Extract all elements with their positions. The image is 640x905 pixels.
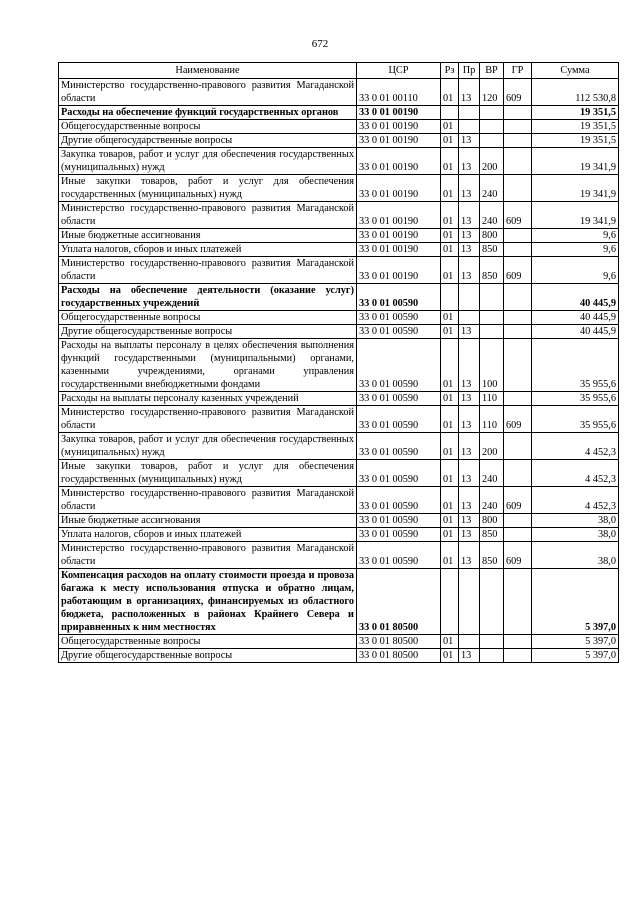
cell-gr bbox=[504, 528, 532, 542]
cell-name: Министерство государственно-правового развития Магаданской области bbox=[59, 257, 357, 284]
cell-gr bbox=[504, 460, 532, 487]
header-csr: ЦСР bbox=[357, 63, 441, 79]
cell-rz: 01 bbox=[441, 635, 459, 649]
table-row bbox=[59, 229, 619, 243]
cell-rz: 01 bbox=[441, 257, 459, 284]
cell-csr: 33 0 01 00190 bbox=[357, 257, 441, 284]
cell-pr: 13 bbox=[459, 79, 480, 106]
cell-pr: 13 bbox=[459, 460, 480, 487]
cell-csr: 33 0 01 00590 bbox=[357, 514, 441, 528]
cell-vr: 800 bbox=[480, 514, 504, 528]
cell-pr: 13 bbox=[459, 202, 480, 229]
cell-sum: 19 351,5 bbox=[532, 120, 619, 134]
cell-gr bbox=[504, 392, 532, 406]
cell-csr: 33 0 01 00590 bbox=[357, 392, 441, 406]
cell-name: Общегосударственные вопросы bbox=[59, 635, 357, 649]
cell-pr: 13 bbox=[459, 542, 480, 569]
cell-rz: 01 bbox=[441, 229, 459, 243]
cell-sum: 5 397,0 bbox=[532, 635, 619, 649]
cell-name: Уплата налогов, сборов и иных платежей bbox=[59, 528, 357, 542]
cell-csr: 33 0 01 00590 bbox=[357, 325, 441, 339]
cell-rz: 01 bbox=[441, 487, 459, 514]
cell-vr bbox=[480, 649, 504, 663]
table-row bbox=[59, 487, 619, 514]
cell-pr bbox=[459, 284, 480, 311]
page-number: 672 bbox=[311, 38, 329, 50]
cell-name: Другие общегосударственные вопросы bbox=[59, 649, 357, 663]
cell-vr bbox=[480, 134, 504, 148]
cell-sum: 9,6 bbox=[532, 243, 619, 257]
table-row bbox=[59, 120, 619, 134]
header-row bbox=[59, 63, 619, 79]
cell-gr bbox=[504, 106, 532, 120]
cell-csr: 33 0 01 00190 bbox=[357, 148, 441, 175]
cell-name: Закупка товаров, работ и услуг для обеспечения государственных (муниципальных) нужд bbox=[59, 433, 357, 460]
cell-vr: 120 bbox=[480, 79, 504, 106]
cell-gr bbox=[504, 120, 532, 134]
cell-gr bbox=[504, 569, 532, 635]
cell-pr: 13 bbox=[459, 243, 480, 257]
budget-table bbox=[58, 62, 619, 663]
cell-sum: 4 452,3 bbox=[532, 487, 619, 514]
cell-gr: 609 bbox=[504, 406, 532, 433]
cell-name: Компенсация расходов на оплату стоимости проезда и провоза багажа к месту использования отпуска и обратно лицам, работающим в организациях, финансируемых из областного бюджета, расположенных в районах Крайнего Севера и приравненных к ним местностях bbox=[59, 569, 357, 635]
cell-rz: 01 bbox=[441, 134, 459, 148]
cell-vr: 800 bbox=[480, 229, 504, 243]
cell-csr: 33 0 01 00190 bbox=[357, 134, 441, 148]
cell-vr: 110 bbox=[480, 392, 504, 406]
header-pr: Пр bbox=[459, 63, 480, 79]
cell-rz: 01 bbox=[441, 339, 459, 392]
cell-csr: 33 0 01 00590 bbox=[357, 542, 441, 569]
cell-name: Министерство государственно-правового развития Магаданской области bbox=[59, 542, 357, 569]
table-row bbox=[59, 284, 619, 311]
cell-gr bbox=[504, 649, 532, 663]
cell-csr: 33 0 01 00190 bbox=[357, 106, 441, 120]
cell-gr: 609 bbox=[504, 79, 532, 106]
cell-rz: 01 bbox=[441, 542, 459, 569]
cell-gr bbox=[504, 635, 532, 649]
cell-vr: 240 bbox=[480, 175, 504, 202]
cell-sum: 40 445,9 bbox=[532, 325, 619, 339]
cell-gr bbox=[504, 433, 532, 460]
header-name: Наименование bbox=[59, 63, 357, 79]
cell-csr: 33 0 01 00190 bbox=[357, 175, 441, 202]
cell-pr: 13 bbox=[459, 433, 480, 460]
cell-rz: 01 bbox=[441, 528, 459, 542]
table-row bbox=[59, 134, 619, 148]
cell-gr: 609 bbox=[504, 202, 532, 229]
cell-name: Расходы на выплаты персоналу казенных учреждений bbox=[59, 392, 357, 406]
cell-sum: 38,0 bbox=[532, 542, 619, 569]
cell-sum: 40 445,9 bbox=[532, 284, 619, 311]
header-rz: Рз bbox=[441, 63, 459, 79]
cell-name: Министерство государственно-правового развития Магаданской области bbox=[59, 406, 357, 433]
cell-pr: 13 bbox=[459, 257, 480, 284]
cell-pr: 13 bbox=[459, 392, 480, 406]
cell-gr bbox=[504, 243, 532, 257]
cell-vr bbox=[480, 284, 504, 311]
cell-sum: 4 452,3 bbox=[532, 433, 619, 460]
cell-pr bbox=[459, 106, 480, 120]
cell-vr: 850 bbox=[480, 257, 504, 284]
cell-name: Министерство государственно-правового развития Магаданской области bbox=[59, 79, 357, 106]
cell-sum: 19 341,9 bbox=[532, 202, 619, 229]
table-row bbox=[59, 528, 619, 542]
cell-pr: 13 bbox=[459, 406, 480, 433]
cell-rz: 01 bbox=[441, 175, 459, 202]
cell-name: Иные закупки товаров, работ и услуг для обеспечения государственных (муниципальных) нужд bbox=[59, 460, 357, 487]
cell-vr: 200 bbox=[480, 148, 504, 175]
header-vr: ВР bbox=[480, 63, 504, 79]
cell-csr: 33 0 01 00590 bbox=[357, 487, 441, 514]
cell-pr bbox=[459, 569, 480, 635]
cell-rz bbox=[441, 284, 459, 311]
cell-gr bbox=[504, 148, 532, 175]
cell-gr bbox=[504, 325, 532, 339]
cell-rz bbox=[441, 106, 459, 120]
cell-rz: 01 bbox=[441, 148, 459, 175]
table-row bbox=[59, 569, 619, 635]
cell-rz: 01 bbox=[441, 392, 459, 406]
cell-rz: 01 bbox=[441, 649, 459, 663]
cell-vr: 100 bbox=[480, 339, 504, 392]
cell-rz: 01 bbox=[441, 311, 459, 325]
cell-gr bbox=[504, 134, 532, 148]
cell-vr: 240 bbox=[480, 487, 504, 514]
cell-rz: 01 bbox=[441, 406, 459, 433]
cell-rz: 01 bbox=[441, 120, 459, 134]
cell-csr: 33 0 01 00590 bbox=[357, 406, 441, 433]
cell-pr: 13 bbox=[459, 528, 480, 542]
table-row bbox=[59, 392, 619, 406]
cell-vr bbox=[480, 325, 504, 339]
cell-name: Уплата налогов, сборов и иных платежей bbox=[59, 243, 357, 257]
cell-csr: 33 0 01 00590 bbox=[357, 528, 441, 542]
cell-name: Общегосударственные вопросы bbox=[59, 311, 357, 325]
cell-name: Иные бюджетные ассигнования bbox=[59, 229, 357, 243]
cell-csr: 33 0 01 80500 bbox=[357, 569, 441, 635]
cell-csr: 33 0 01 00190 bbox=[357, 202, 441, 229]
cell-name: Иные бюджетные ассигнования bbox=[59, 514, 357, 528]
table-row bbox=[59, 175, 619, 202]
cell-pr bbox=[459, 120, 480, 134]
table-row bbox=[59, 148, 619, 175]
table-row bbox=[59, 339, 619, 392]
cell-rz: 01 bbox=[441, 460, 459, 487]
table-row bbox=[59, 433, 619, 460]
cell-csr: 33 0 01 00590 bbox=[357, 460, 441, 487]
cell-sum: 9,6 bbox=[532, 229, 619, 243]
cell-sum: 5 397,0 bbox=[532, 569, 619, 635]
cell-vr: 850 bbox=[480, 542, 504, 569]
cell-vr: 110 bbox=[480, 406, 504, 433]
cell-csr: 33 0 01 00590 bbox=[357, 284, 441, 311]
table-row bbox=[59, 635, 619, 649]
cell-sum: 19 351,5 bbox=[532, 106, 619, 120]
cell-rz: 01 bbox=[441, 79, 459, 106]
cell-pr: 13 bbox=[459, 148, 480, 175]
table-row bbox=[59, 202, 619, 229]
cell-pr: 13 bbox=[459, 175, 480, 202]
cell-vr: 240 bbox=[480, 202, 504, 229]
cell-name: Расходы на обеспечение функций государственных органов bbox=[59, 106, 357, 120]
cell-name: Министерство государственно-правового развития Магаданской области bbox=[59, 202, 357, 229]
cell-gr bbox=[504, 284, 532, 311]
cell-sum: 35 955,6 bbox=[532, 392, 619, 406]
cell-rz: 01 bbox=[441, 325, 459, 339]
cell-pr bbox=[459, 635, 480, 649]
cell-vr bbox=[480, 569, 504, 635]
cell-sum: 9,6 bbox=[532, 257, 619, 284]
table-row bbox=[59, 325, 619, 339]
cell-gr bbox=[504, 514, 532, 528]
cell-vr: 850 bbox=[480, 243, 504, 257]
cell-sum: 5 397,0 bbox=[532, 649, 619, 663]
header-gr: ГР bbox=[504, 63, 532, 79]
cell-name: Расходы на выплаты персоналу в целях обеспечения выполнения функций государственными (муниципальными) органами, казенными учреждениями, органами управления государственными внебюджетными фондами bbox=[59, 339, 357, 392]
cell-pr: 13 bbox=[459, 649, 480, 663]
cell-vr bbox=[480, 635, 504, 649]
cell-name: Общегосударственные вопросы bbox=[59, 120, 357, 134]
table-row bbox=[59, 542, 619, 569]
cell-name: Министерство государственно-правового развития Магаданской области bbox=[59, 487, 357, 514]
cell-csr: 33 0 01 00590 bbox=[357, 339, 441, 392]
cell-csr: 33 0 01 00110 bbox=[357, 79, 441, 106]
cell-csr: 33 0 01 80500 bbox=[357, 635, 441, 649]
cell-gr bbox=[504, 175, 532, 202]
cell-gr: 609 bbox=[504, 487, 532, 514]
header-sum: Сумма bbox=[532, 63, 619, 79]
cell-csr: 33 0 01 00590 bbox=[357, 311, 441, 325]
cell-sum: 35 955,6 bbox=[532, 406, 619, 433]
cell-vr bbox=[480, 120, 504, 134]
cell-name: Иные закупки товаров, работ и услуг для обеспечения государственных (муниципальных) нужд bbox=[59, 175, 357, 202]
table-row bbox=[59, 406, 619, 433]
cell-name: Расходы на обеспечение деятельности (оказание услуг) государственных учреждений bbox=[59, 284, 357, 311]
cell-pr: 13 bbox=[459, 514, 480, 528]
cell-sum: 19 351,5 bbox=[532, 134, 619, 148]
cell-sum: 19 341,9 bbox=[532, 175, 619, 202]
cell-rz: 01 bbox=[441, 243, 459, 257]
table-row bbox=[59, 257, 619, 284]
cell-csr: 33 0 01 00590 bbox=[357, 433, 441, 460]
cell-pr: 13 bbox=[459, 134, 480, 148]
cell-pr: 13 bbox=[459, 487, 480, 514]
cell-rz bbox=[441, 569, 459, 635]
table-row bbox=[59, 79, 619, 106]
cell-sum: 38,0 bbox=[532, 528, 619, 542]
table-row bbox=[59, 514, 619, 528]
cell-sum: 112 530,8 bbox=[532, 79, 619, 106]
cell-sum: 40 445,9 bbox=[532, 311, 619, 325]
cell-pr: 13 bbox=[459, 339, 480, 392]
cell-gr: 609 bbox=[504, 257, 532, 284]
cell-gr bbox=[504, 311, 532, 325]
cell-vr bbox=[480, 106, 504, 120]
cell-csr: 33 0 01 00190 bbox=[357, 120, 441, 134]
cell-csr: 33 0 01 00190 bbox=[357, 243, 441, 257]
cell-vr: 240 bbox=[480, 460, 504, 487]
table-row bbox=[59, 649, 619, 663]
cell-sum: 4 452,3 bbox=[532, 460, 619, 487]
cell-rz: 01 bbox=[441, 433, 459, 460]
cell-csr: 33 0 01 00190 bbox=[357, 229, 441, 243]
cell-sum: 19 341,9 bbox=[532, 148, 619, 175]
cell-vr bbox=[480, 311, 504, 325]
cell-gr bbox=[504, 229, 532, 243]
cell-name: Закупка товаров, работ и услуг для обеспечения государственных (муниципальных) нужд bbox=[59, 148, 357, 175]
cell-gr bbox=[504, 339, 532, 392]
cell-name: Другие общегосударственные вопросы bbox=[59, 325, 357, 339]
cell-pr bbox=[459, 311, 480, 325]
cell-rz: 01 bbox=[441, 202, 459, 229]
cell-name: Другие общегосударственные вопросы bbox=[59, 134, 357, 148]
cell-rz: 01 bbox=[441, 514, 459, 528]
table-row bbox=[59, 106, 619, 120]
cell-vr: 850 bbox=[480, 528, 504, 542]
cell-pr: 13 bbox=[459, 325, 480, 339]
cell-pr: 13 bbox=[459, 229, 480, 243]
table-row bbox=[59, 460, 619, 487]
table-row bbox=[59, 243, 619, 257]
table-row bbox=[59, 311, 619, 325]
cell-csr: 33 0 01 80500 bbox=[357, 649, 441, 663]
cell-sum: 38,0 bbox=[532, 514, 619, 528]
cell-sum: 35 955,6 bbox=[532, 339, 619, 392]
cell-vr: 200 bbox=[480, 433, 504, 460]
cell-gr: 609 bbox=[504, 542, 532, 569]
